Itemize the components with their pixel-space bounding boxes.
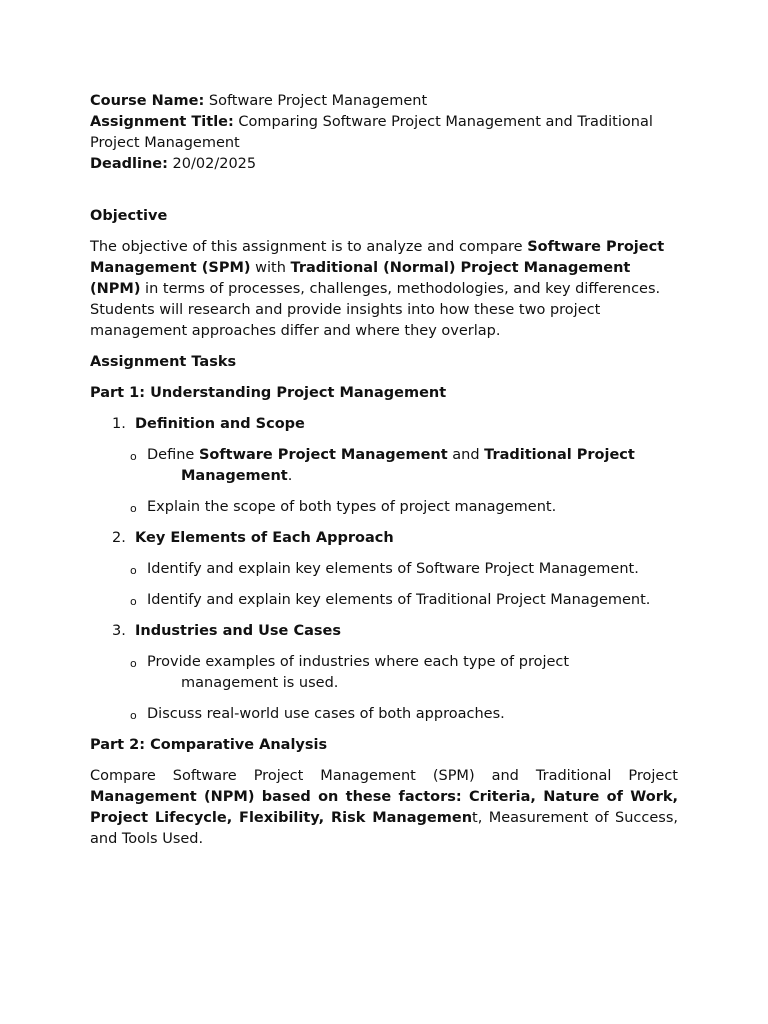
subitem-continuation [147, 466, 678, 487]
subitem-bold-tpm: Traditional Project [484, 447, 635, 463]
assignment-title-value-line2: Project Management [90, 135, 240, 151]
subitem-text-line1: Provide examples of industries where each type of project [147, 654, 570, 670]
subitem-text: Explain the scope of both types of project management. [147, 499, 557, 515]
bullet-icon: o [130, 450, 137, 463]
task-number-3: 3. [112, 623, 126, 639]
document-header [90, 91, 678, 175]
task-1-subitem-1 [90, 445, 678, 487]
task-number-1: 1. [112, 416, 126, 432]
assignment-title-line [90, 112, 678, 154]
objective-heading: Objective [90, 208, 168, 224]
task-3-subitem-2 [90, 704, 678, 725]
deadline-value: 20/02/2025 [172, 156, 257, 172]
subitem-text: Identify and explain key elements of Software Project Management. [147, 561, 639, 577]
assignment-tasks-heading: Assignment Tasks [90, 354, 237, 370]
task-item-1 [90, 414, 678, 435]
task-number-2: 2. [112, 530, 126, 546]
objective-paragraph [90, 237, 678, 342]
objective-text-3: in terms of processes, challenges, methodologies, and key differences. Students will research and provide insights into how these two project management approaches differ and where they overlap. [90, 281, 661, 339]
part1-heading: Part 1: Understanding Project Management [90, 385, 447, 401]
objective-bold-npm: Traditional (Normal) Project Management (NPM) [90, 260, 631, 297]
deadline-line [90, 154, 678, 175]
part2-text-2: t, Measurement of Success, and Tools Used. [90, 810, 678, 847]
task-title-3: Industries and Use Cases [135, 623, 341, 639]
deadline-label: Deadline: [90, 156, 168, 172]
subitem-bold-spm: Software Project Management [198, 447, 448, 463]
subitem-text-3: . [287, 468, 293, 484]
bullet-icon: o [130, 502, 137, 515]
assignment-title-label: Assignment Title: [90, 114, 234, 130]
task-2-subitem-2 [90, 590, 678, 611]
subitem-text-1: Define [147, 447, 199, 463]
bullet-icon: o [130, 595, 137, 608]
objective-text-2: with [250, 260, 291, 276]
course-name-label: Course Name: [90, 93, 205, 109]
subitem-text-2: and [447, 447, 485, 463]
task-2-subitem-1 [90, 559, 678, 580]
task-title-2: Key Elements of Each Approach [135, 530, 394, 546]
subitem-text-line2: management is used. [181, 675, 339, 691]
objective-text-1: The objective of this assignment is to analyze and compare [90, 239, 528, 255]
subitem-text: Identify and explain key elements of Traditional Project Management. [147, 592, 651, 608]
part2-paragraph [90, 766, 678, 850]
objective-bold-spm: Software Project Management (SPM) [90, 239, 665, 276]
assignment-title-value-line1: Comparing Software Project Management and Traditional [238, 114, 653, 130]
task-3-subitem-1 [90, 652, 678, 694]
course-name-line [90, 91, 678, 112]
subitem-text: Discuss real-world use cases of both approaches. [147, 706, 505, 722]
task-item-3 [90, 621, 678, 642]
task-title-1: Definition and Scope [135, 416, 305, 432]
subitem-bold-management: Management [181, 468, 288, 484]
bullet-icon: o [130, 709, 137, 722]
task-1-subitem-2 [90, 497, 678, 518]
task-item-2 [90, 528, 678, 549]
course-name-value: Software Project Management [208, 93, 428, 109]
part2-bold-factors: Management (NPM) based on these factors: Criteria, Nature of Work, Project Lifecycle, Flexibility, Risk Managemen [90, 789, 678, 826]
part2-heading: Part 2: Comparative Analysis [90, 737, 328, 753]
part2-text-1: Compare Software Project Management (SPM) and Traditional Project [90, 768, 678, 784]
bullet-icon: o [130, 657, 137, 670]
bullet-icon: o [130, 564, 137, 577]
